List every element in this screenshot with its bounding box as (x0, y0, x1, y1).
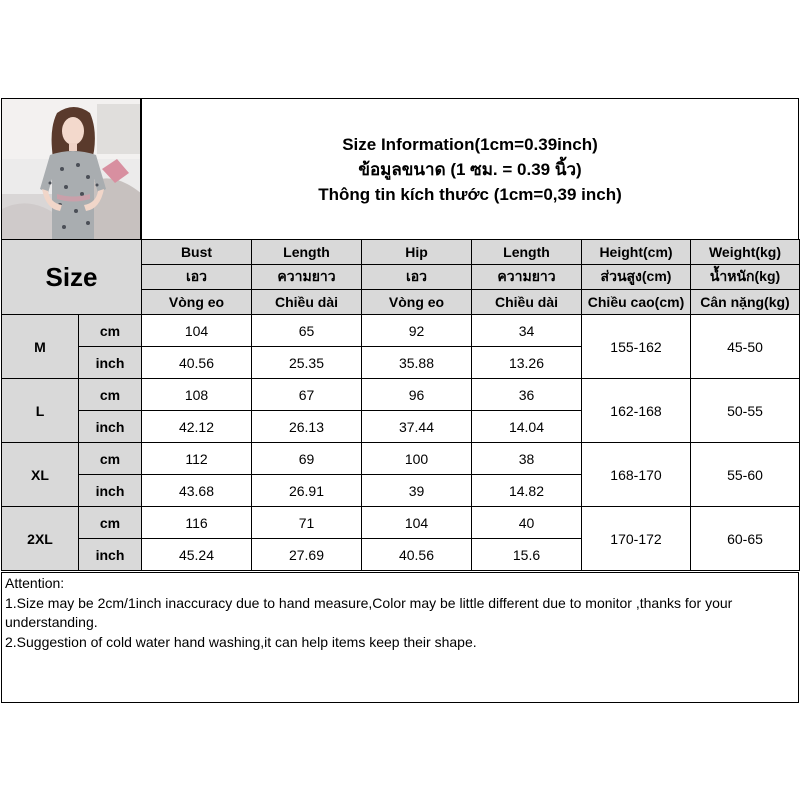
size-label: M (2, 315, 79, 379)
header-length-thai: ความยาว (252, 265, 362, 290)
header-length-vi: Chiều dài (252, 290, 362, 315)
header-hip-vi: Vòng eo (362, 290, 472, 315)
header-height-vi: Chiều cao(cm) (582, 290, 691, 315)
length-2-cm: 38 (472, 443, 582, 475)
bust-inch: 42.12 (142, 411, 252, 443)
length-2-inch: 14.04 (472, 411, 582, 443)
table-row (2, 315, 800, 347)
length-2-cm: 40 (472, 507, 582, 539)
size-label: XL (2, 443, 79, 507)
bust-cm: 112 (142, 443, 252, 475)
size-column-header: Size (2, 240, 142, 315)
height-range: 168-170 (582, 443, 691, 507)
model-illustration (2, 99, 141, 240)
header-length: Length (252, 240, 362, 265)
size-label: L (2, 379, 79, 443)
info-title-vietnamese: Thông tin kích thước (1cm=0,39 inch) (318, 184, 622, 204)
length-2-cm: 34 (472, 315, 582, 347)
product-photo (1, 98, 141, 240)
header-hip: Hip (362, 240, 472, 265)
height-range: 170-172 (582, 507, 691, 571)
length-inch: 26.13 (252, 411, 362, 443)
unit-label: cm (79, 507, 142, 539)
table-row (2, 379, 800, 411)
hip-inch: 35.88 (362, 347, 472, 379)
header-height-thai: ส่วนสูง(cm) (582, 265, 691, 290)
header-bust-thai: เอว (142, 265, 252, 290)
header-bust-vi: Vòng eo (142, 290, 252, 315)
header-length-2-vi: Chiều dài (472, 290, 582, 315)
height-range: 162-168 (582, 379, 691, 443)
unit-label: inch (79, 411, 142, 443)
info-title-thai: ข้อมูลขนาด (1 ซม. = 0.39 นิ้ว) (358, 159, 582, 179)
length-2-cm: 36 (472, 379, 582, 411)
unit-label: cm (79, 315, 142, 347)
header-hip-thai: เอว (362, 265, 472, 290)
length-2-inch: 14.82 (472, 475, 582, 507)
attention-title: Attention: (5, 575, 65, 591)
attention-note-2: 2.Suggestion of cold water hand washing,it can help items keep their shape. (5, 633, 477, 650)
attention-note-1: 1.Size may be 2cm/1inch inaccuracy due to hand measure,Color may be little different due to monitor ,thanks for your understanding. (5, 594, 733, 630)
header-length-2-thai: ความยาว (472, 265, 582, 290)
unit-label: inch (79, 347, 142, 379)
hip-cm: 92 (362, 315, 472, 347)
header-weight-vi: Cân nặng(kg) (691, 290, 800, 315)
length-cm: 69 (252, 443, 362, 475)
hip-cm: 104 (362, 507, 472, 539)
length-inch: 26.91 (252, 475, 362, 507)
header-weight-thai: น้ำหนัก(kg) (691, 265, 800, 290)
header-length-2: Length (472, 240, 582, 265)
weight-range: 60-65 (691, 507, 800, 571)
hip-inch: 40.56 (362, 539, 472, 571)
header-bust: Bust (142, 240, 252, 265)
unit-label: inch (79, 475, 142, 507)
bust-cm: 104 (142, 315, 252, 347)
bust-inch: 43.68 (142, 475, 252, 507)
size-chart-table (1, 239, 800, 571)
hip-cm: 96 (362, 379, 472, 411)
hip-inch: 39 (362, 475, 472, 507)
attention-notes (1, 572, 799, 703)
unit-label: inch (79, 539, 142, 571)
hip-cm: 100 (362, 443, 472, 475)
length-2-inch: 15.6 (472, 539, 582, 571)
bust-cm: 108 (142, 379, 252, 411)
size-information-header (141, 98, 799, 240)
length-cm: 65 (252, 315, 362, 347)
length-cm: 67 (252, 379, 362, 411)
length-cm: 71 (252, 507, 362, 539)
unit-label: cm (79, 443, 142, 475)
weight-range: 55-60 (691, 443, 800, 507)
length-2-inch: 13.26 (472, 347, 582, 379)
header-weight: Weight(kg) (691, 240, 800, 265)
unit-label: cm (79, 379, 142, 411)
table-row (2, 507, 800, 539)
header-row-english (2, 240, 800, 265)
bust-inch: 40.56 (142, 347, 252, 379)
header-height: Height(cm) (582, 240, 691, 265)
weight-range: 50-55 (691, 379, 800, 443)
length-inch: 27.69 (252, 539, 362, 571)
hip-inch: 37.44 (362, 411, 472, 443)
length-inch: 25.35 (252, 347, 362, 379)
bust-cm: 116 (142, 507, 252, 539)
info-title-english: Size Information(1cm=0.39inch) (342, 134, 598, 154)
weight-range: 45-50 (691, 315, 800, 379)
size-label: 2XL (2, 507, 79, 571)
table-row (2, 443, 800, 475)
height-range: 155-162 (582, 315, 691, 379)
bust-inch: 45.24 (142, 539, 252, 571)
